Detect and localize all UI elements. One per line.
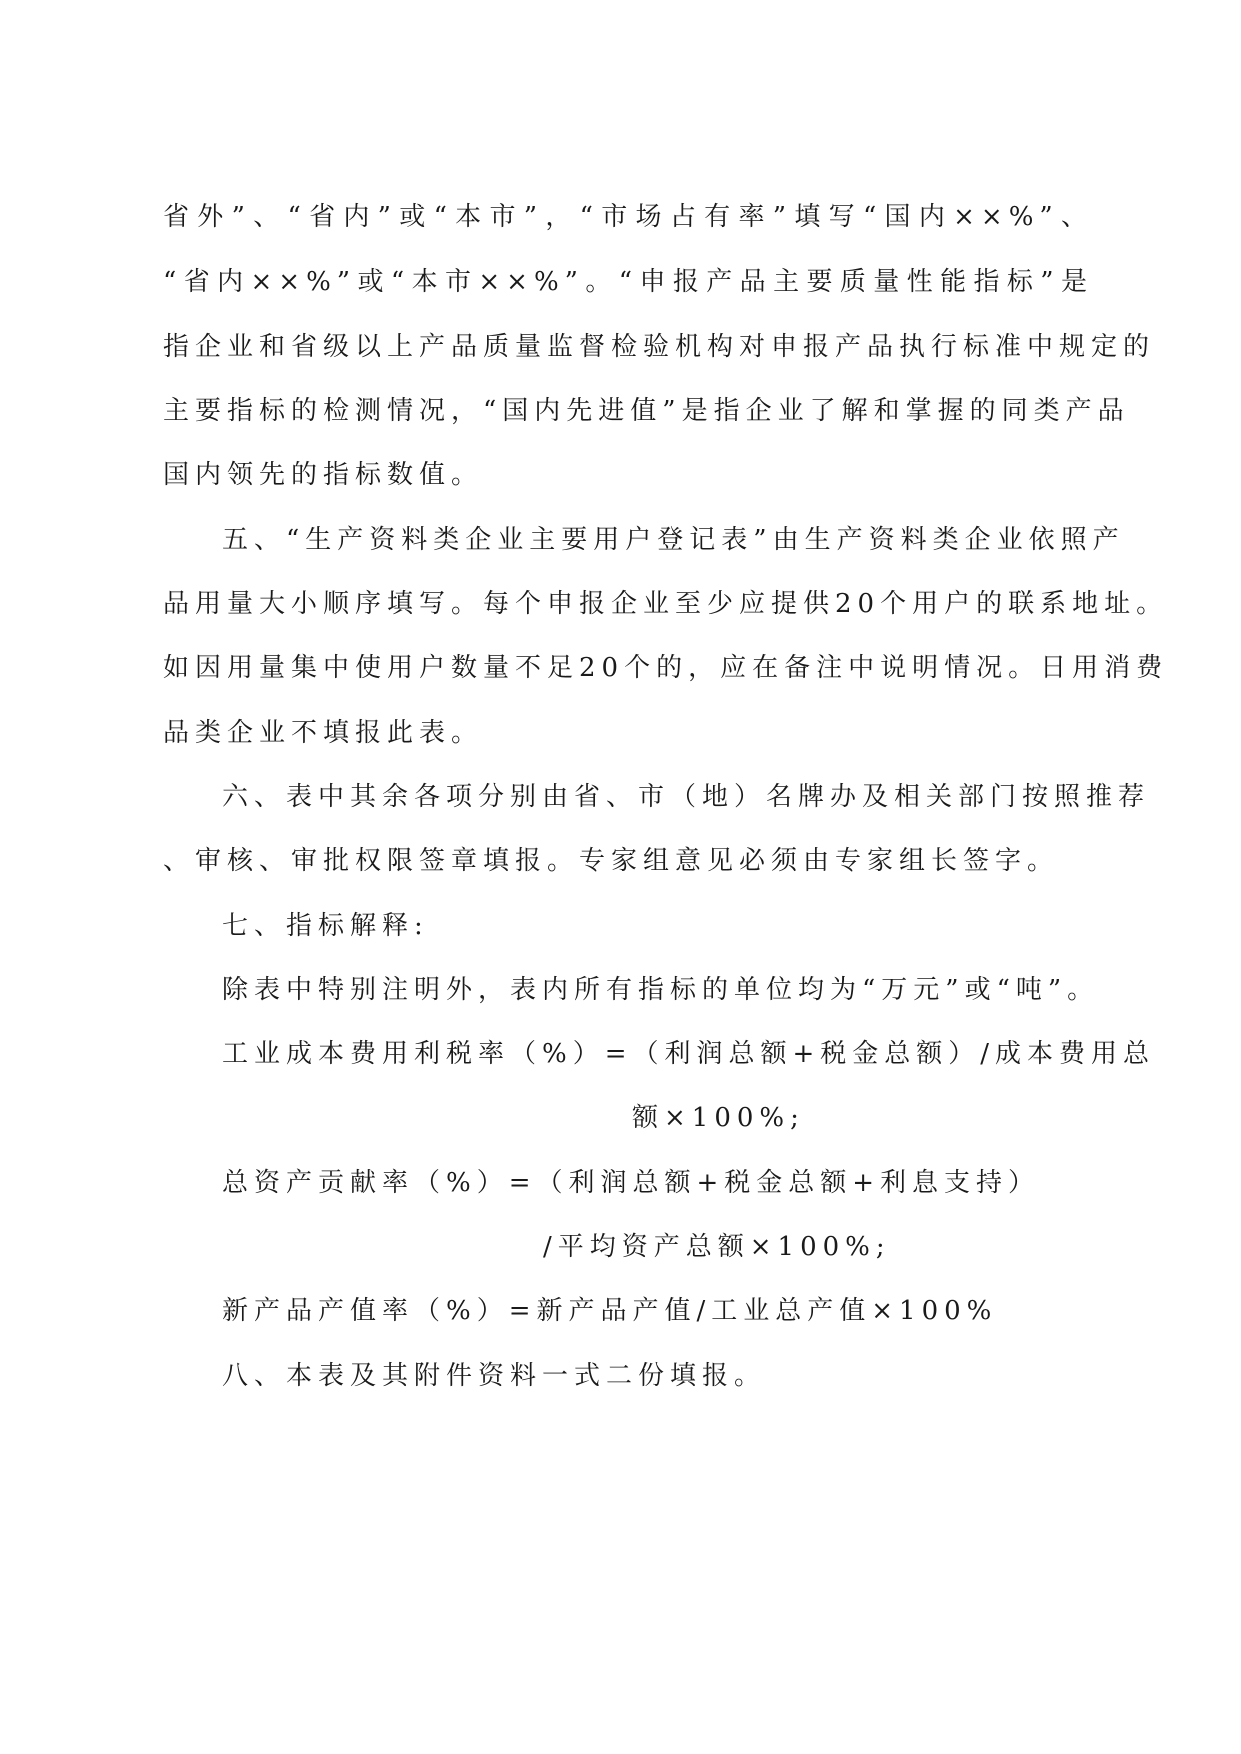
text-line: 如因用量集中使用户数量不足20个的，应在备注中说明情况。日用消费 — [163, 653, 1169, 683]
text-line: 五、“生产资料类企业主要用户登记表”由生产资料类企业依照产 — [222, 525, 1125, 555]
text-line: 品用量大小顺序填写。每个申报企业至少应提供20个用户的联系地址。 — [163, 589, 1169, 619]
formula-line: 总资产贡献率（%）=（利润总额+税金总额+利息支持） — [222, 1168, 1041, 1198]
text-line: “省内××%”或“本市××%”。“申报产品主要质量性能指标”是 — [163, 267, 1093, 297]
text-line: 主要指标的检测情况，“国内先进值”是指企业了解和掌握的同类产品 — [163, 396, 1130, 426]
formula-line: 额×100%; — [632, 1103, 805, 1133]
text-line: 除表中特别注明外，表内所有指标的单位均为“万元”或“吨”。 — [222, 975, 1100, 1005]
text-line: 指企业和省级以上产品质量监督检验机构对申报产品执行标准中规定的 — [163, 332, 1156, 362]
formula-line: /平均资产总额×100%; — [543, 1232, 891, 1262]
text-line: 国内领先的指标数值。 — [163, 460, 484, 490]
text-line: 六、表中其余各项分别由省、市（地）名牌办及相关部门按照推荐 — [222, 782, 1151, 812]
formula-line: 新产品产值率（%）=新产品产值/工业总产值×100% — [222, 1296, 998, 1326]
formula-line: 工业成本费用利税率（%）=（利润总额+税金总额）/成本费用总 — [222, 1039, 1156, 1069]
text-line: 八、本表及其附件资料一式二份填报。 — [222, 1361, 767, 1391]
section-heading: 七、指标解释: — [222, 911, 429, 941]
text-line: 品类企业不填报此表。 — [163, 718, 484, 748]
text-line: 、审核、审批权限签章填报。专家组意见必须由专家组长签字。 — [163, 846, 1060, 876]
text-line: 省外”、“省内”或“本市”，“市场占有率”填写“国内××%”、 — [163, 202, 1093, 232]
